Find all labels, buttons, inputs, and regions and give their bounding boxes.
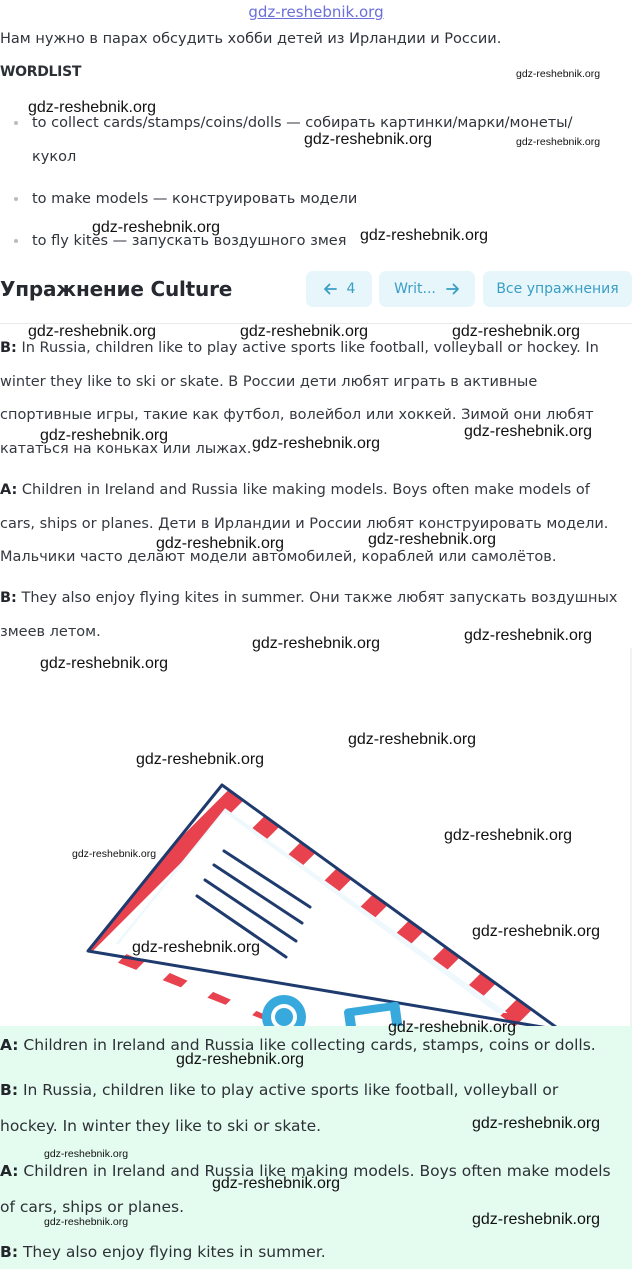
next-exercise-label: Writ... [394,281,436,297]
watermark: gdz-reshebnik.org [28,99,157,116]
watermark: gdz-reshebnik.org [368,531,497,548]
answer-line [0,1234,632,1270]
watermark: gdz-reshebnik.org [40,655,169,672]
watermark: gdz-reshebnik.org [40,427,169,444]
wordlist-item-text-cont: кукол [32,149,77,165]
dialogue-line [0,474,630,575]
watermark: gdz-reshebnik.org [452,323,581,340]
watermark: gdz-reshebnik.org [516,68,601,80]
watermark: gdz-reshebnik.org [156,535,285,552]
answer-line [0,1027,632,1063]
arrow-left-icon [323,283,337,295]
wordlist-heading: WORDLIST [0,64,82,80]
watermark: gdz-reshebnik.org [212,1175,341,1192]
watermark: gdz-reshebnik.org [388,1019,517,1036]
watermark: gdz-reshebnik.org [132,939,261,956]
answer-text: Children in Ireland and Russia like making models. Boys often make models [23,1162,611,1180]
all-exercises-button[interactable] [483,271,632,307]
all-exercises-label: Все упражнения [496,281,619,297]
watermark: gdz-reshebnik.org [472,923,601,940]
arrow-right-icon [446,283,460,295]
watermark: gdz-reshebnik.org [516,136,601,148]
watermark: gdz-reshebnik.org [348,731,477,748]
answer-line [0,1072,632,1144]
prev-exercise-button[interactable] [306,271,372,307]
bullet-icon [14,197,18,201]
watermark: gdz-reshebnik.org [252,635,381,652]
speaker-label: A: [0,1036,19,1054]
dialogue-text: кататься на коньках или лыжах. [0,440,252,457]
dialogue-text: змеев летом. [0,623,101,640]
bullet-icon [14,121,18,125]
wordlist-item-text: to make models — конструировать модели [32,191,358,207]
wordlist-item [0,182,620,216]
speaker-label: B: [0,1243,19,1261]
watermark: gdz-reshebnik.org [176,1051,305,1068]
watermark: gdz-reshebnik.org [44,1216,129,1228]
answer-text: They also enjoy flying kites in summer. [22,1243,326,1261]
speaker-label: A: [0,1162,19,1180]
watermark: gdz-reshebnik.org [28,323,157,340]
speaker-label: B: [0,1081,19,1099]
dialogue-text: In Russia, children like to play active sports like football, volleyball or hockey. In [21,340,599,356]
watermark: gdz-reshebnik.org [72,848,157,860]
prev-exercise-label: 4 [346,281,356,297]
watermark: gdz-reshebnik.org [472,1211,601,1228]
wordlist-item-text: to collect cards/stamps/coins/dolls — собирать картинки/марки/монеты/ [32,115,573,131]
task-intro: Нам нужно в парах обсудить хобби детей из Ирландии и России. [0,31,502,47]
watermark: gdz-reshebnik.org [252,435,381,452]
site-header-link[interactable]: gdz-reshebnik.org [248,3,384,21]
answer-text: Children in Ireland and Russia like collecting cards, stamps, coins or dolls. [23,1036,596,1054]
watermark: gdz-reshebnik.org [472,1115,601,1132]
next-exercise-button[interactable] [379,271,475,307]
dialogue-text: winter they like to ski or skate. В России дети любят играть в активные [0,373,538,390]
exercise-title: Упражнение Culture [0,277,233,301]
answer-text: of cars, ships or planes. [0,1198,185,1216]
watermark: gdz-reshebnik.org [240,323,369,340]
dialogue-text: спортивные игры, такие как футбол, волейбол или хоккей. Зимой они любят [0,407,594,423]
watermark: gdz-reshebnik.org [444,827,573,844]
watermark: gdz-reshebnik.org [44,1148,129,1160]
watermark: gdz-reshebnik.org [464,627,593,644]
dialogue-text: They also enjoy flying kites in summer. Они также любят запускать воздушных [21,590,618,606]
speaker-label: B: [0,590,17,606]
answer-text: In Russia, children like to play active sports like football, volleyball or [22,1081,559,1099]
bullet-icon [14,239,18,243]
dialogue-text: Мальчики часто делают модели автомобилей, кораблей или самолётов. [0,549,557,565]
dialogue-text: Children in Ireland and Russia like making models. Boys often make models of [21,482,590,498]
wordlist-item-text: to fly kites — запускать воздушного змея [32,233,347,249]
dialogue-text: cars, ships or planes. Дети в Ирландии и России любят конструировать модели. [0,515,609,532]
watermark: gdz-reshebnik.org [464,423,593,440]
answer-text: hockey. In winter they like to ski or skate. [0,1117,322,1135]
watermark: gdz-reshebnik.org [360,227,489,244]
watermark: gdz-reshebnik.org [304,131,433,148]
speaker-label: A: [0,482,18,498]
speaker-label: B: [0,340,17,356]
watermark: gdz-reshebnik.org [136,751,265,768]
watermark: gdz-reshebnik.org [92,219,221,236]
